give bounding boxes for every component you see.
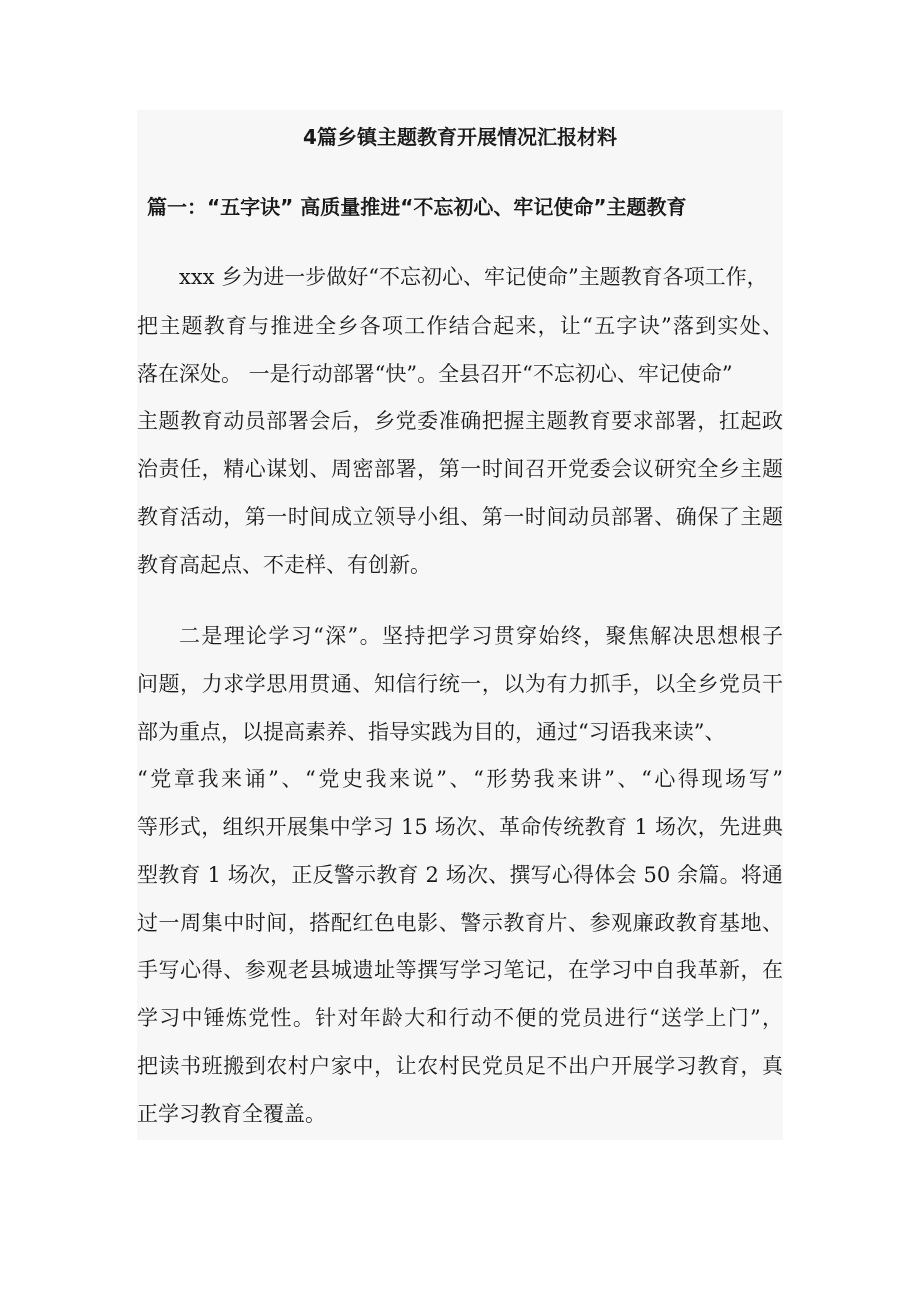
paragraph-2-line: 手写心得、参观老县城遗址等撰写学习笔记，在学习中自我革新，在 [137,958,783,982]
paragraph-2-line: “党章我来诵”、“党史我来说”、“形势我来讲”、“心得现场写” [137,767,783,791]
paragraph-1-line: 落在深处。 一是行动部署“快”。全县召开“不忘初心、牢记使命” [137,362,733,386]
paragraph-2-line: 把读书班搬到农村户家中，让农村民党员足不出户开展学习教育，真 [137,1054,783,1078]
paragraph-1-line: 治责任，精心谋划、周密部署，第一时间召开党委会议研究全乡主题 [137,457,783,481]
paragraph-1-line: 主题教育动员部署会后，乡党委准确把握主题教育要求部署，扛起政 [137,409,783,433]
paragraph-1-line: 教育活动，第一时间成立领导小组、第一时间动员部署、确保了主题 [137,505,783,529]
paragraph-2-line: 型教育 1 场次，正反警示教育 2 场次、撰写心得体会 50 余篇。将通 [137,863,783,887]
paragraph-2-line: 问题，力求学思用贯通、知信行统一，以为有力抓手，以全乡党员干 [137,672,783,696]
paragraph-2-line: 部为重点，以提高素养、指导实践为目的，通过“习语我来读”、 [137,720,726,744]
document-page [137,110,783,1140]
paragraph-2-line: 二是理论学习“深”。坚持把学习贯穿始终，聚焦解决思想根子 [179,624,783,648]
section-heading: 篇一：“五字诀” 高质量推进“不忘初心、牢记使命”主题教育 [147,195,687,219]
paragraph-1-line: xxx 乡为进一步做好“不忘初心、牢记使命”主题教育各项工作， [179,265,768,289]
paragraph-2-line: 正学习教育全覆盖。 [137,1102,326,1126]
paragraph-2-line: 过一周集中时间，搭配红色电影、警示教育片、参观廉政教育基地、 [137,911,783,935]
paragraph-1-line: 把主题教育与推进全乡各项工作结合起来，让“五字诀”落到实处、 [137,314,783,338]
paragraph-1-line: 教育高起点、不走样、有创新。 [137,553,431,577]
paragraph-2-line: 等形式，组织开展集中学习 15 场次、革命传统教育 1 场次，先进典 [137,815,783,839]
document-title: 4篇乡镇主题教育开展情况汇报材料 [303,125,617,149]
paragraph-2-line: 学习中锤炼党性。针对年龄大和行动不便的党员进行“送学上门”， [137,1006,783,1030]
